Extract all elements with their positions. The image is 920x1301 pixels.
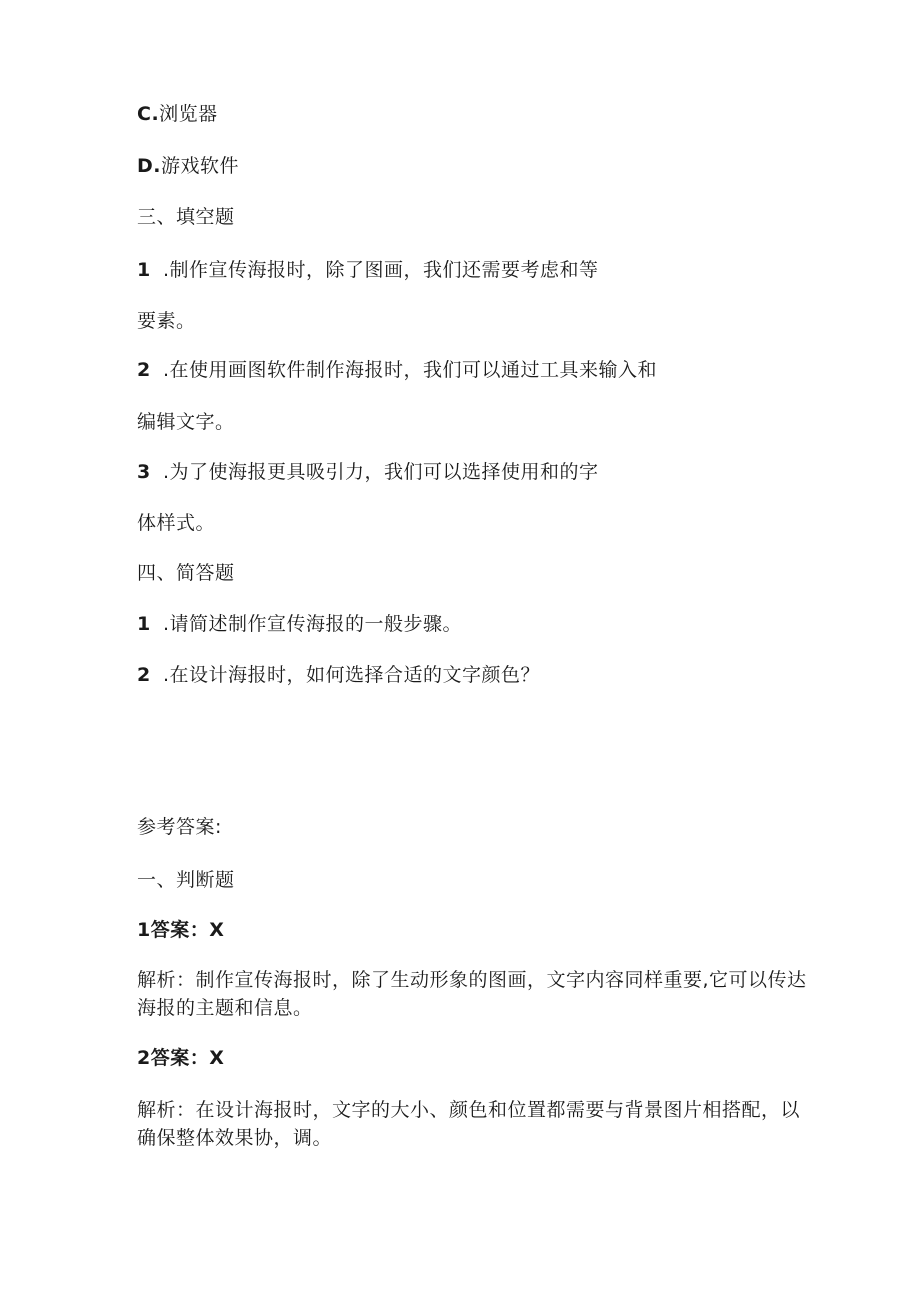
- option-d: [137, 152, 239, 180]
- answer-1-heading: [137, 916, 224, 944]
- short-question-2-number: 2: [137, 664, 151, 686]
- fill-question-2-number: 2: [137, 359, 151, 381]
- fill-question-1-text: .制作宣传海报时，除了图画，我们还需要考虑和等: [163, 259, 599, 281]
- fill-question-2-cont: 编辑文字。: [137, 411, 235, 433]
- section3-title: 三、填空题: [137, 206, 235, 228]
- fill-question-3-number: 3: [137, 461, 151, 483]
- fill-question-1-number: 1: [137, 259, 151, 281]
- answer-2-analysis: 解析：在设计海报时，文字的大小、颜色和位置都需要与背景图片相搭配，以确保整体效果协，调。: [137, 1099, 801, 1149]
- answer-2-heading: [137, 1044, 224, 1072]
- fill-question-2: [137, 356, 657, 384]
- fill-question-2-text: .在使用画图软件制作海报时，我们可以通过工具来输入和: [163, 359, 658, 381]
- short-question-1: [137, 610, 462, 638]
- answers-title: 参考答案:: [137, 816, 222, 838]
- answer-2-mark: X: [209, 1047, 225, 1069]
- fill-question-1: [137, 256, 599, 284]
- option-c-text: 浏览器: [159, 103, 218, 125]
- fill-question-3-text: .为了使海报更具吸引力，我们可以选择使用和的字: [163, 461, 599, 483]
- option-c-letter: C.: [137, 103, 160, 125]
- short-question-1-number: 1: [137, 613, 151, 635]
- option-d-letter: D.: [137, 155, 161, 177]
- answer-2-label: 2答案：: [137, 1047, 210, 1069]
- answer-1-mark: X: [209, 919, 225, 941]
- short-question-2-text: .在设计海报时，如何选择合适的文字颜色？: [163, 664, 541, 686]
- short-question-1-text: .请简述制作宣传海报的一般步骤。: [163, 613, 463, 635]
- option-d-text: 游戏软件: [161, 155, 240, 177]
- fill-question-3: [137, 458, 599, 486]
- option-c: [137, 100, 218, 128]
- section4-title: 四、简答题: [137, 562, 235, 584]
- answers-section1-title: 一、判断题: [137, 869, 235, 891]
- short-question-2: [137, 661, 540, 689]
- fill-question-1-cont: 要素。: [137, 310, 196, 332]
- answer-1-analysis: 解析：制作宣传海报时，除了生动形象的图画，文字内容同样重要,它可以传达海报的主题和信息。: [137, 969, 807, 1019]
- answer-1-label: 1答案：: [137, 919, 210, 941]
- fill-question-3-cont: 体样式。: [137, 512, 216, 534]
